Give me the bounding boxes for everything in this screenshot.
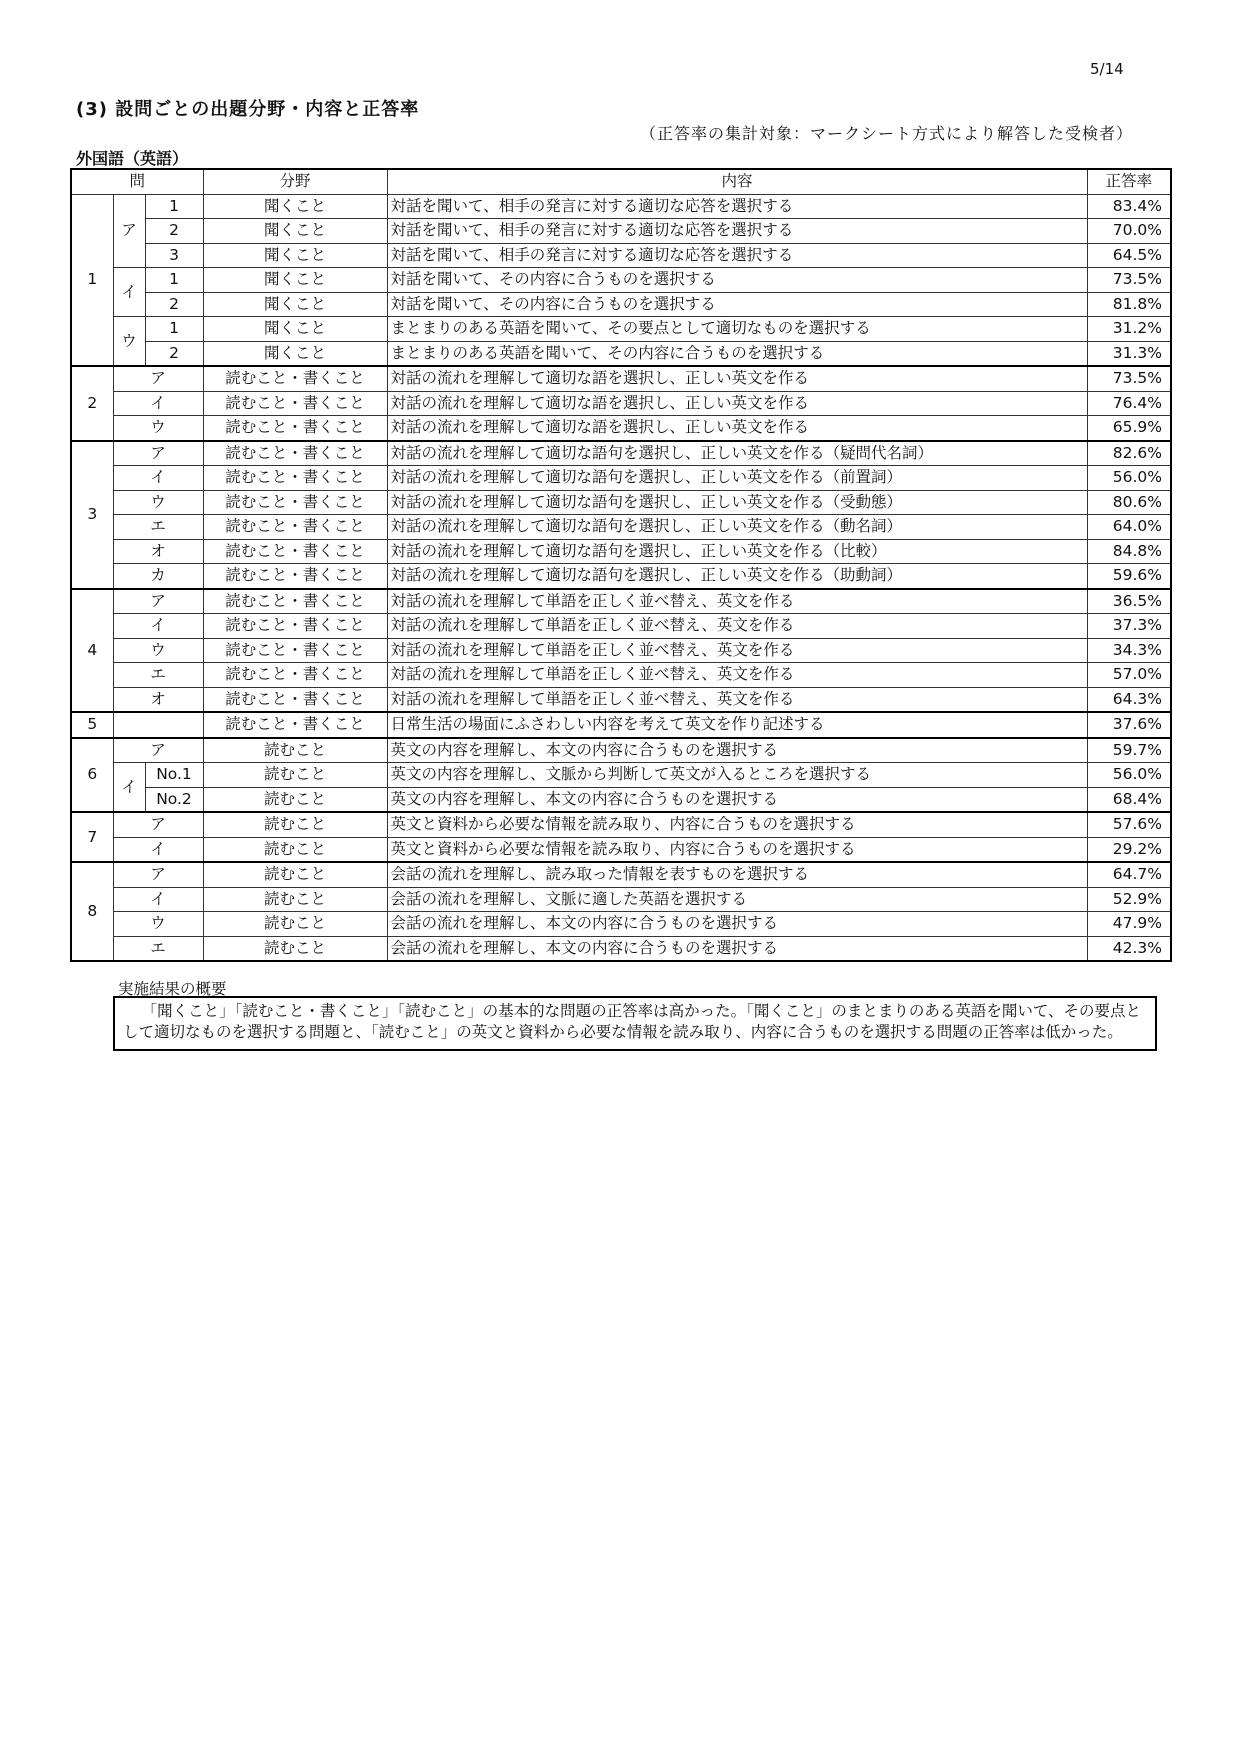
field-cell: 読むこと・書くこと (203, 663, 387, 688)
sub-question: イ (113, 268, 145, 317)
item-number: 2 (145, 292, 203, 317)
content-cell: 対話を聞いて、その内容に合うものを選択する (387, 268, 1087, 293)
content-cell: 対話の流れを理解して単語を正しく並べ替え、英文を作る (387, 589, 1087, 614)
table-row (71, 887, 1171, 912)
header-field: 分野 (203, 169, 387, 194)
content-cell: 会話の流れを理解し、本文の内容に合うものを選択する (387, 936, 1087, 961)
table-row (71, 268, 1171, 293)
sub-question: ウ (113, 490, 203, 515)
sub-question: エ (113, 515, 203, 540)
item-number: No.2 (145, 787, 203, 812)
content-cell: 対話の流れを理解して適切な語を選択し、正しい英文を作る (387, 391, 1087, 416)
question-number: 2 (71, 366, 113, 441)
field-cell: 読むこと (203, 837, 387, 862)
content-cell: 英文と資料から必要な情報を読み取り、内容に合うものを選択する (387, 837, 1087, 862)
rate-cell: 76.4% (1087, 391, 1171, 416)
item-number: 2 (145, 219, 203, 244)
field-cell: 読むこと (203, 787, 387, 812)
question-number: 6 (71, 738, 113, 813)
content-cell: 対話の流れを理解して適切な語句を選択し、正しい英文を作る（動名詞） (387, 515, 1087, 540)
item-number: 1 (145, 317, 203, 342)
table-row (71, 912, 1171, 937)
sub-question: イ (113, 763, 145, 813)
question-number: 3 (71, 441, 113, 589)
table-row (71, 466, 1171, 491)
field-cell: 聞くこと (203, 194, 387, 219)
sub-question: エ (113, 936, 203, 961)
item-number: No.1 (145, 763, 203, 788)
field-cell: 読むこと・書くこと (203, 687, 387, 712)
table-row (71, 243, 1171, 268)
sub-question: ウ (113, 317, 145, 367)
table-row (71, 638, 1171, 663)
rate-cell: 59.7% (1087, 738, 1171, 763)
rate-cell: 64.3% (1087, 687, 1171, 712)
sub-question: ア (113, 194, 145, 268)
sub-question: エ (113, 663, 203, 688)
field-cell: 読むこと・書くこと (203, 712, 387, 738)
sub-question: イ (113, 466, 203, 491)
rate-cell: 83.4% (1087, 194, 1171, 219)
table-row (71, 391, 1171, 416)
table-row (71, 515, 1171, 540)
sub-question: イ (113, 837, 203, 862)
content-cell: 対話を聞いて、相手の発言に対する適切な応答を選択する (387, 243, 1087, 268)
table-row (71, 687, 1171, 712)
field-cell: 読むこと・書くこと (203, 515, 387, 540)
sub-question: ウ (113, 912, 203, 937)
summary-box (113, 996, 1157, 1051)
content-cell: 英文の内容を理解し、文脈から判断して英文が入るところを選択する (387, 763, 1087, 788)
content-cell: まとまりのある英語を聞いて、その要点として適切なものを選択する (387, 317, 1087, 342)
field-cell: 読むこと・書くこと (203, 391, 387, 416)
rate-cell: 47.9% (1087, 912, 1171, 937)
table-row (71, 317, 1171, 342)
header-question: 問 (71, 169, 203, 194)
rate-cell: 37.3% (1087, 614, 1171, 639)
field-cell: 読むこと (203, 887, 387, 912)
table-row (71, 763, 1171, 788)
sub-question: オ (113, 687, 203, 712)
section-title: (3) 設問ごとの出題分野・内容と正答率 (76, 99, 420, 120)
rate-cell: 64.5% (1087, 243, 1171, 268)
field-cell: 読むこと・書くこと (203, 490, 387, 515)
sub-question: カ (113, 564, 203, 589)
question-number: 5 (71, 712, 113, 738)
content-cell: 対話を聞いて、相手の発言に対する適切な応答を選択する (387, 194, 1087, 219)
field-cell: 読むこと・書くこと (203, 539, 387, 564)
sub-question: イ (113, 614, 203, 639)
item-number: 1 (145, 268, 203, 293)
table-row (71, 812, 1171, 837)
table-row (71, 194, 1171, 219)
field-cell: 聞くこと (203, 341, 387, 366)
table-row (71, 490, 1171, 515)
page-number: 5/14 (1090, 60, 1124, 78)
table-row (71, 787, 1171, 812)
content-cell: 対話の流れを理解して適切な語句を選択し、正しい英文を作る（前置詞） (387, 466, 1087, 491)
content-cell: 対話の流れを理解して単語を正しく並べ替え、英文を作る (387, 638, 1087, 663)
sub-question: ア (113, 812, 203, 837)
sub-question: ウ (113, 416, 203, 441)
table-row (71, 416, 1171, 441)
table-row (71, 539, 1171, 564)
table-row (71, 366, 1171, 391)
table-row (71, 738, 1171, 763)
rate-cell: 65.9% (1087, 416, 1171, 441)
rate-cell: 52.9% (1087, 887, 1171, 912)
field-cell: 聞くこと (203, 219, 387, 244)
content-cell: 対話を聞いて、相手の発言に対する適切な応答を選択する (387, 219, 1087, 244)
table-row (71, 837, 1171, 862)
sub-question: イ (113, 887, 203, 912)
rate-cell: 64.7% (1087, 862, 1171, 887)
rate-cell: 37.6% (1087, 712, 1171, 738)
subject-label: 外国語（英語） (76, 149, 189, 168)
sub-question: イ (113, 391, 203, 416)
rate-cell: 84.8% (1087, 539, 1171, 564)
field-cell: 読むこと (203, 936, 387, 961)
rate-cell: 56.0% (1087, 466, 1171, 491)
table-row (71, 712, 1171, 738)
content-cell: 対話を聞いて、その内容に合うものを選択する (387, 292, 1087, 317)
item-number: 2 (145, 341, 203, 366)
content-cell: 日常生活の場面にふさわしい内容を考えて英文を作り記述する (387, 712, 1087, 738)
field-cell: 読むこと・書くこと (203, 416, 387, 441)
table-row (71, 936, 1171, 961)
sub-question: ウ (113, 638, 203, 663)
rate-cell: 31.2% (1087, 317, 1171, 342)
rate-cell: 73.5% (1087, 268, 1171, 293)
rate-cell: 36.5% (1087, 589, 1171, 614)
content-cell: 会話の流れを理解し、文脈に適した英語を選択する (387, 887, 1087, 912)
rate-cell: 29.2% (1087, 837, 1171, 862)
content-cell: まとまりのある英語を聞いて、その内容に合うものを選択する (387, 341, 1087, 366)
table-row (71, 219, 1171, 244)
sub-question: ア (113, 738, 203, 763)
field-cell: 聞くこと (203, 292, 387, 317)
aggregation-note: （正答率の集計対象：マークシート方式により解答した受検者） (640, 124, 1134, 143)
rate-cell: 56.0% (1087, 763, 1171, 788)
table-row (71, 564, 1171, 589)
field-cell: 読むこと・書くこと (203, 366, 387, 391)
rate-cell: 68.4% (1087, 787, 1171, 812)
sub-question: ア (113, 589, 203, 614)
rate-cell: 42.3% (1087, 936, 1171, 961)
sub-question: ア (113, 366, 203, 391)
field-cell: 読むこと・書くこと (203, 614, 387, 639)
summary-label: 実施結果の概要 (118, 980, 227, 998)
sub-question: オ (113, 539, 203, 564)
rate-cell: 57.6% (1087, 812, 1171, 837)
field-cell: 読むこと・書くこと (203, 589, 387, 614)
sub-question (113, 712, 203, 738)
sub-question: ア (113, 862, 203, 887)
rate-cell: 59.6% (1087, 564, 1171, 589)
table-body (71, 194, 1171, 961)
rate-cell: 34.3% (1087, 638, 1171, 663)
item-number: 1 (145, 194, 203, 219)
field-cell: 聞くこと (203, 243, 387, 268)
field-cell: 読むこと (203, 812, 387, 837)
content-cell: 英文と資料から必要な情報を読み取り、内容に合うものを選択する (387, 812, 1087, 837)
field-cell: 読むこと (203, 912, 387, 937)
question-number: 1 (71, 194, 113, 366)
rate-cell: 70.0% (1087, 219, 1171, 244)
field-cell: 聞くこと (203, 317, 387, 342)
content-cell: 会話の流れを理解し、本文の内容に合うものを選択する (387, 912, 1087, 937)
table-row (71, 663, 1171, 688)
header-rate: 正答率 (1087, 169, 1171, 194)
question-number: 7 (71, 812, 113, 862)
content-cell: 対話の流れを理解して適切な語句を選択し、正しい英文を作る（助動詞） (387, 564, 1087, 589)
rate-cell: 31.3% (1087, 341, 1171, 366)
content-cell: 対話の流れを理解して単語を正しく並べ替え、英文を作る (387, 614, 1087, 639)
summary-text: 「聞くこと」「読むこと・書くこと」「読むこと」の基本的な問題の正答率は高かった。「聞くこと」のまとまりのある英語を聞いて、その要点として適切なものを選択する問題と、「読むこと」の英文と資料から必要な情報を読み取り、内容に合うものを選択する問題の正答率は低かった。 (123, 1002, 1142, 1041)
field-cell: 読むこと (203, 862, 387, 887)
field-cell: 読むこと・書くこと (203, 466, 387, 491)
content-cell: 対話の流れを理解して単語を正しく並べ替え、英文を作る (387, 687, 1087, 712)
field-cell: 読むこと (203, 738, 387, 763)
content-cell: 対話の流れを理解して適切な語句を選択し、正しい英文を作る（疑問代名詞） (387, 441, 1087, 466)
rate-cell: 73.5% (1087, 366, 1171, 391)
table-row (71, 862, 1171, 887)
content-cell: 対話の流れを理解して適切な語句を選択し、正しい英文を作る（比較） (387, 539, 1087, 564)
rate-cell: 81.8% (1087, 292, 1171, 317)
rate-cell: 57.0% (1087, 663, 1171, 688)
results-table (70, 168, 1172, 962)
sub-question: ア (113, 441, 203, 466)
content-cell: 英文の内容を理解し、本文の内容に合うものを選択する (387, 738, 1087, 763)
table-row (71, 614, 1171, 639)
rate-cell: 64.0% (1087, 515, 1171, 540)
table-row (71, 292, 1171, 317)
field-cell: 読むこと・書くこと (203, 564, 387, 589)
field-cell: 読むこと・書くこと (203, 441, 387, 466)
rate-cell: 80.6% (1087, 490, 1171, 515)
content-cell: 対話の流れを理解して適切な語を選択し、正しい英文を作る (387, 416, 1087, 441)
question-number: 8 (71, 862, 113, 961)
content-cell: 会話の流れを理解し、読み取った情報を表すものを選択する (387, 862, 1087, 887)
content-cell: 対話の流れを理解して適切な語を選択し、正しい英文を作る (387, 366, 1087, 391)
table-row (71, 341, 1171, 366)
field-cell: 聞くこと (203, 268, 387, 293)
content-cell: 英文の内容を理解し、本文の内容に合うものを選択する (387, 787, 1087, 812)
table-row (71, 589, 1171, 614)
content-cell: 対話の流れを理解して単語を正しく並べ替え、英文を作る (387, 663, 1087, 688)
content-cell: 対話の流れを理解して適切な語句を選択し、正しい英文を作る（受動態） (387, 490, 1087, 515)
field-cell: 読むこと (203, 763, 387, 788)
question-number: 4 (71, 589, 113, 713)
item-number: 3 (145, 243, 203, 268)
table-header-row (71, 169, 1171, 194)
table-row (71, 441, 1171, 466)
rate-cell: 82.6% (1087, 441, 1171, 466)
header-content: 内容 (387, 169, 1087, 194)
field-cell: 読むこと・書くこと (203, 638, 387, 663)
